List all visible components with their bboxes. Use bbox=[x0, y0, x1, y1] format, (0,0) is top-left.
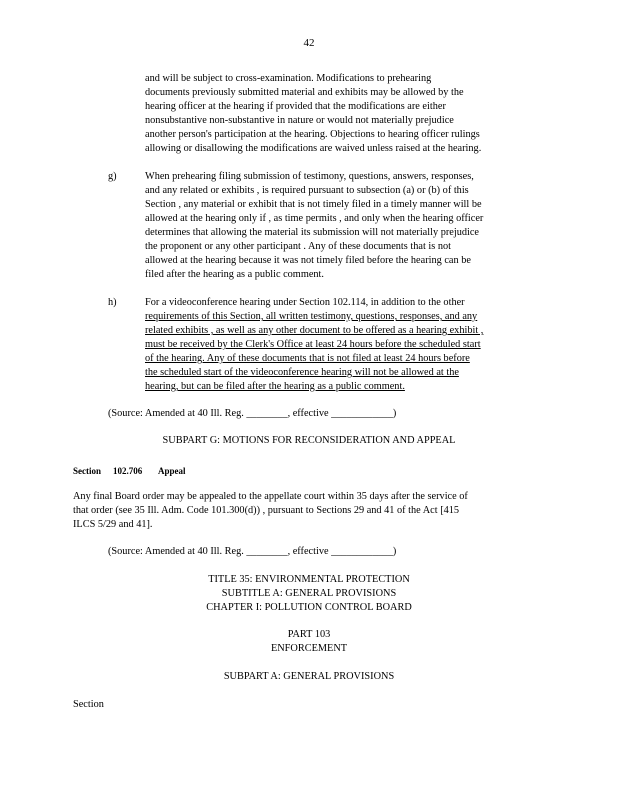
text-line: and will be subject to cross-examination. Modifications to prehearing bbox=[145, 73, 432, 84]
text-line: Section , any material or exhibit that is not timely filed in a timely manner will be bbox=[145, 199, 482, 210]
subsection-label: h) bbox=[108, 297, 117, 308]
text-line: For a videoconference hearing under Section 102.114, in addition to the other bbox=[145, 297, 465, 308]
source-note: (Source: Amended at 40 Ill. Reg. ________, effective ____________) bbox=[108, 546, 397, 557]
text-line: allowed at the hearing because it was not timely filed before the hearing can be bbox=[145, 255, 471, 266]
title-line: TITLE 35: ENVIRONMENTAL PROTECTION bbox=[208, 574, 410, 585]
subtitle-line: SUBTITLE A: GENERAL PROVISIONS bbox=[221, 588, 397, 599]
subsection-label: g) bbox=[108, 171, 117, 182]
text-line: Any final Board order may be appealed to the appellate court within 35 days after the service of bbox=[73, 491, 468, 502]
subpart-heading: SUBPART G: MOTIONS FOR RECONSIDERATION AND APPEAL bbox=[162, 435, 456, 446]
text-line: When prehearing filing submission of testimony, questions, answers, responses, bbox=[145, 171, 474, 182]
text-line: hearing officer at the hearing if provided that the modifications are either bbox=[145, 101, 446, 112]
text-line: and any related or exhibits , is required pursuant to subsection (a) or (b) of this bbox=[145, 185, 469, 196]
text-line: hearing, but can be filed after the hearing as a public comment. bbox=[145, 381, 405, 392]
chapter-line: CHAPTER I: POLLUTION CONTROL BOARD bbox=[206, 602, 412, 613]
text-line: another person's participation at the hearing. Objections to hearing officer rulings bbox=[145, 129, 480, 140]
text-line: nonsubstantive non-substantive in nature or would not materially prejudice bbox=[145, 115, 454, 126]
page-number: 42 bbox=[303, 37, 315, 49]
section-title: Appeal bbox=[158, 466, 186, 476]
text-line: allowing or disallowing the modifications are waived unless raised at the hearing. bbox=[145, 143, 482, 154]
part-number: PART 103 bbox=[287, 629, 331, 640]
text-line: allowed at the hearing only if , as time permits , and only when the hearing officer bbox=[145, 213, 484, 224]
text-line: must be received by the Clerk's Office at least 24 hours before the scheduled start bbox=[145, 339, 481, 350]
source-note: (Source: Amended at 40 Ill. Reg. ________, effective ____________) bbox=[108, 408, 397, 419]
text-line: documents previously submitted material and exhibits may be allowed by the bbox=[145, 87, 464, 98]
section-number: 102.706 bbox=[113, 466, 143, 476]
text-line: that order (see 35 Ill. Adm. Code 101.300(d)) , pursuant to Sections 29 and 41 of the Act [415 bbox=[73, 505, 460, 516]
text-line: the proponent or any other participant . Any of these documents that is not bbox=[145, 241, 451, 252]
text-line: determines that allowing the material its submission will not materially prejudice bbox=[145, 227, 480, 238]
text-line: of the hearing. Any of these documents that is not filed at least 24 hours before bbox=[145, 353, 470, 364]
text-line: related exhibits , as well as any other document to be offered as a hearing exhibit , bbox=[145, 325, 484, 336]
text-line: ILCS 5/29 and 41]. bbox=[73, 519, 153, 530]
part-title: ENFORCEMENT bbox=[270, 643, 348, 654]
section-label: Section bbox=[73, 466, 101, 476]
text-line: filed after the hearing as a public comment. bbox=[145, 269, 324, 280]
section-footer-label: Section bbox=[73, 699, 104, 710]
text-line: the scheduled start of the videoconference hearing will not be allowed at the bbox=[145, 367, 459, 378]
text-line: requirements of this Section, all written testimony, questions, responses, and any bbox=[145, 311, 478, 322]
subpart-heading: SUBPART A: GENERAL PROVISIONS bbox=[223, 671, 395, 682]
